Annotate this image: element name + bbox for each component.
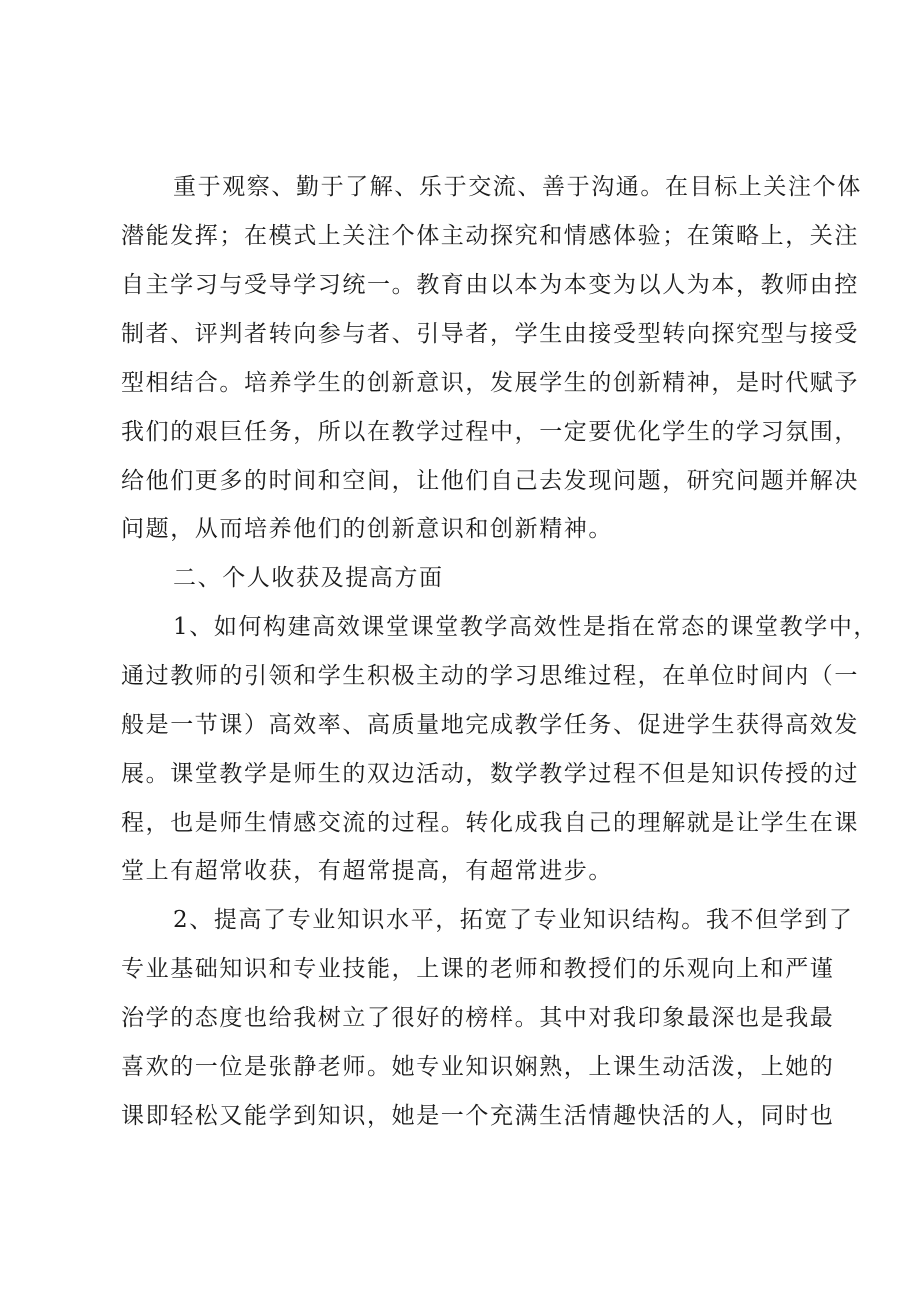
paragraph-line: 课即轻松又能学到知识，她是一个充满生活情趣快活的人，同时也 <box>121 1103 835 1129</box>
paragraph-line: 专业基础知识和专业技能，上课的老师和教授们的乐观向上和严谨 <box>121 956 835 982</box>
paragraph-line: 堂上有超常收获，有超常提高，有超常进步。 <box>121 858 613 884</box>
paragraph-line: 制者、评判者转向参与者、引导者，学生由接受型转向探究型与接受 <box>121 321 859 347</box>
paragraph-line: 潜能发挥；在模式上关注个体主动探究和情感体验；在策略上，关注 <box>121 223 859 249</box>
paragraph-line: 治学的态度也给我树立了很好的榜样。其中对我印象最深也是我最 <box>121 1005 835 1031</box>
paragraph-line: 程，也是师生情感交流的过程。转化成我自己的理解就是让学生在课 <box>121 810 859 836</box>
paragraph-line: 展。课堂教学是师生的双边活动，数学教学过程不但是知识传授的过 <box>121 761 859 787</box>
paragraph-line: 喜欢的一位是张静老师。她专业知识娴熟，上课生动活泼，上她的 <box>121 1054 835 1080</box>
paragraph-line: 2、提高了专业知识水平，拓宽了专业知识结构。我不但学到了 <box>173 907 854 933</box>
section-heading: 二、个人收获及提高方面 <box>173 565 444 591</box>
paragraph-line: 般是一节课）高效率、高质量地完成教学任务、促进学生获得高效发 <box>121 712 859 738</box>
paragraph-line: 我们的艰巨任务，所以在教学过程中，一定要优化学生的学习氛围， <box>121 419 859 445</box>
paragraph-line: 重于观察、勤于了解、乐于交流、善于沟通。在目标上关注个体 <box>173 174 862 200</box>
paragraph-line: 问题，从而培养他们的创新意识和创新精神。 <box>121 516 613 542</box>
paragraph-line: 型相结合。培养学生的创新意识，发展学生的创新精神，是时代赋予 <box>121 370 859 396</box>
paragraph-line: 通过教师的引领和学生积极主动的学习思维过程，在单位时间内（一 <box>121 663 859 689</box>
paragraph-line: 自主学习与受导学习统一。教育由以本为本变为以人为本，教师由控 <box>121 272 859 298</box>
paragraph-line: 给他们更多的时间和空间，让他们自己去发现问题，研究问题并解决 <box>121 468 859 494</box>
paragraph-line: 1、如何构建高效课堂课堂教学高效性是指在常态的课堂教学中， <box>173 614 879 640</box>
